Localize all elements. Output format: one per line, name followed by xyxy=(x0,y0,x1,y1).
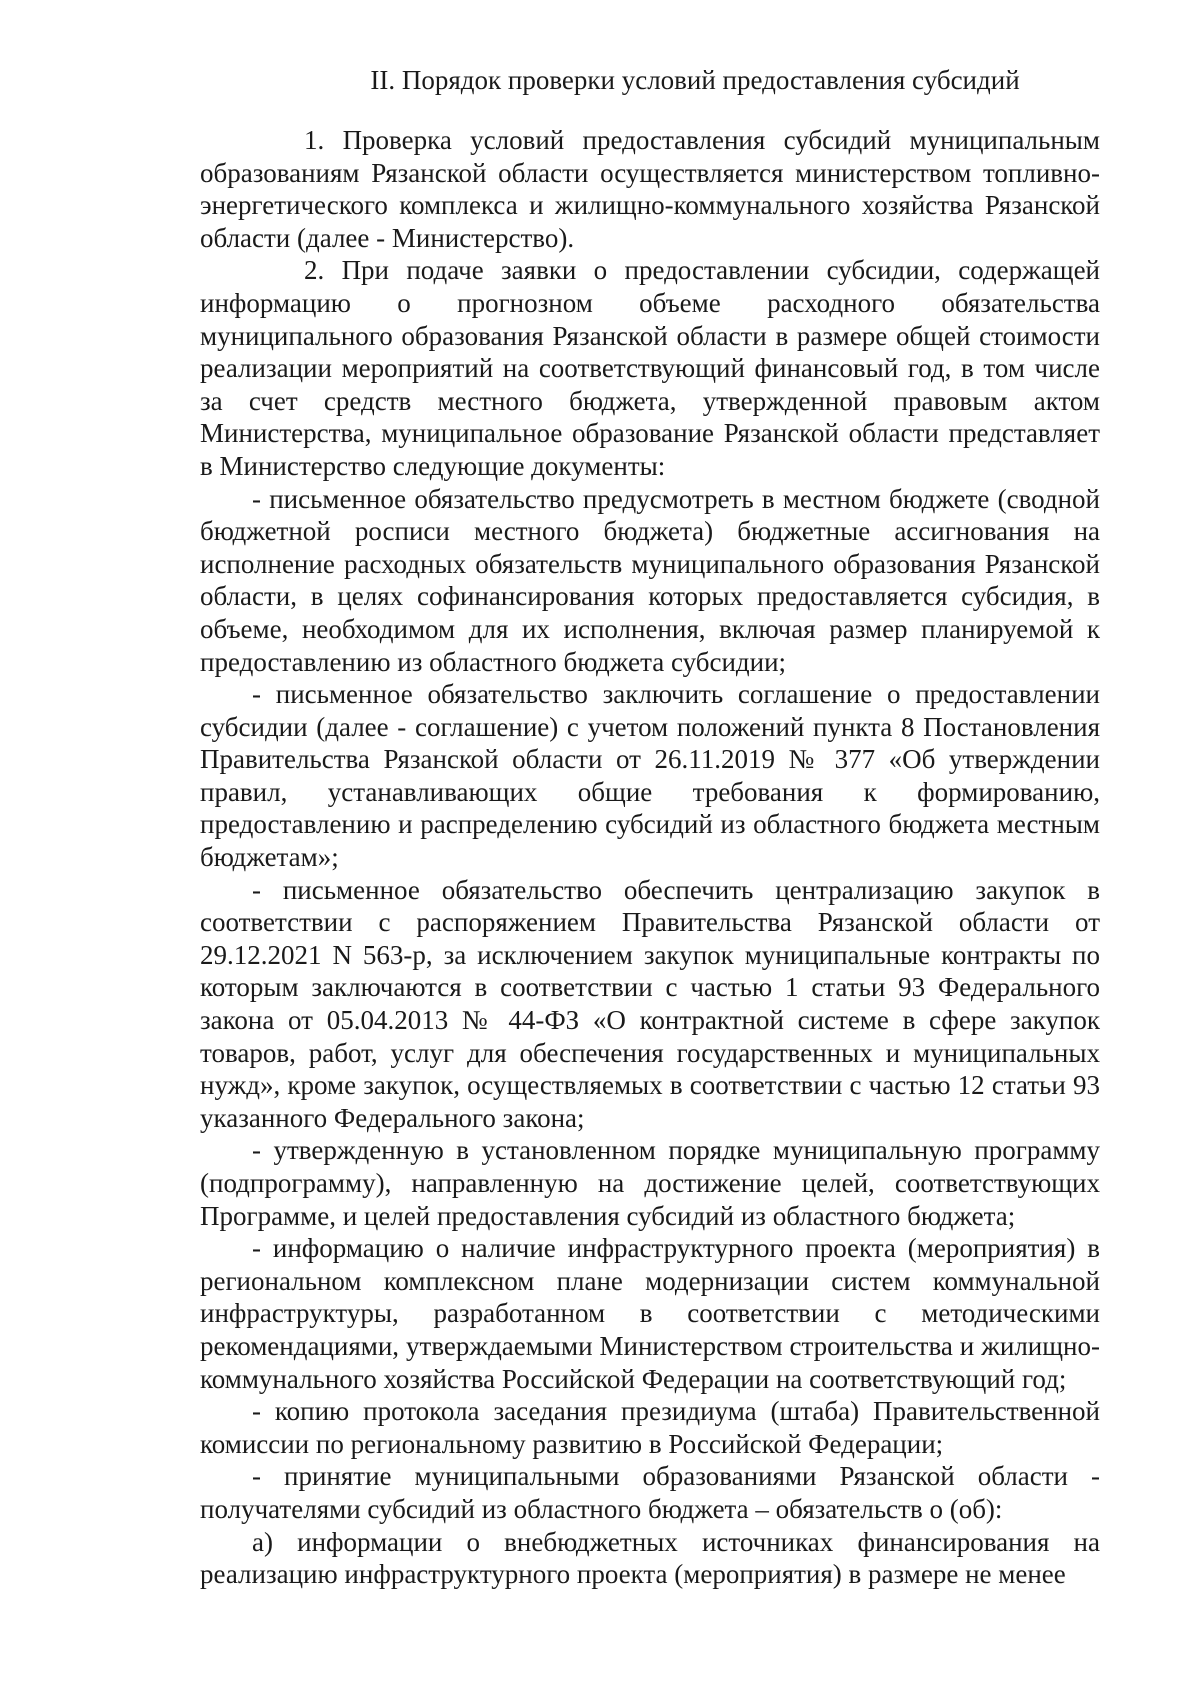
paragraph-text: Проверка условий предоставления субсидий муниципальным образованиям Рязанской области осуществляется министерством топливно-энергетического комплекса и жилищно-коммунального хозяйства Рязанской области (далее - Министерство). xyxy=(200,125,1101,253)
paragraph-number: 1. xyxy=(304,125,325,155)
paragraph-number: 2. xyxy=(304,255,325,286)
paragraph-text: При подаче заявки о предоставлении субсидии, содержащей информацию о прогнозном объеме расходного обязательства муниципального образования Рязанской области в размере общей стоимости реализации мероприятий на соответствующий финансовый год, в том числе за счет средств местного бюджета, утвержденной правовым актом Министерства, муниципальное образование Рязанской области представляет в Министерство следующие документы: xyxy=(200,255,1101,481)
paragraph-2 xyxy=(200,254,1100,482)
paragraph-1 xyxy=(200,124,1100,254)
list-item: - копию протокола заседания президиума (штаба) Правительственной комиссии по региональному развитию в Российской Федерации; xyxy=(200,1396,1100,1459)
list-item: - письменное обязательство обеспечить централизацию закупок в соответствии с распоряжением Правительства Рязанской области от 29.12.2021 N 563-р, за исключением закупок муниципальные контракты по которым заключаются в соответствии с частью 1 статьи 93 Федерального закона от 05.04.2013 № 44-ФЗ «О контрактной системе в сфере закупок товаров, работ, услуг для обеспечения государственных и муниципальных нужд», кроме закупок, осуществляемых в соответствии с частью 12 статьи 93 указанного Федерального закона; xyxy=(200,874,1100,1133)
sub-item-a: а) информации о внебюджетных источниках финансирования на реализацию инфраструктурного проекта (мероприятия) в размере не менее xyxy=(200,1526,1100,1590)
list-item: - письменное обязательство заключить соглашение о предоставлении субсидии (далее - соглашение) с учетом положений пункта 8 Постановления Правительства Рязанской области от 26.11.2019 № 377 «Об утверждении правил, устанавливающих общие требования к формированию, предоставлению и распределению субсидий из областного бюджета местным бюджетам»; xyxy=(200,679,1100,873)
list-item: - письменное обязательство предусмотреть в местном бюджете (сводной бюджетной росписи местного бюджета) бюджетные ассигнования на исполнение расходных обязательств муниципального образования Рязанской области, в целях софинансирования которых предоставляется субсидия, в объеме, необходимом для их исполнения, включая размер планируемой к предоставлению из областного бюджета субсидии; xyxy=(200,483,1100,677)
list-item: - принятие муниципальными образованиями Рязанской области - получателями субсидий из областного бюджета – обязательств о (об): xyxy=(200,1461,1100,1524)
section-heading: II. Порядок проверки условий предоставления субсидий xyxy=(370,65,1020,95)
list-item: - информацию о наличие инфраструктурного проекта (мероприятия) в региональном комплексном плане модернизации систем коммунальной инфраструктуры, разработанном в соответствии с методическими рекомендациями, утверждаемыми Министерством строительства и жилищно-коммунального хозяйства Российской Федерации на соответствующий год; xyxy=(200,1233,1100,1394)
list-item: - утвержденную в установленном порядке муниципальную программу (подпрограмму), направленную на достижение целей, соответствующих Программе, и целей предоставления субсидий из областного бюджета; xyxy=(200,1135,1100,1231)
